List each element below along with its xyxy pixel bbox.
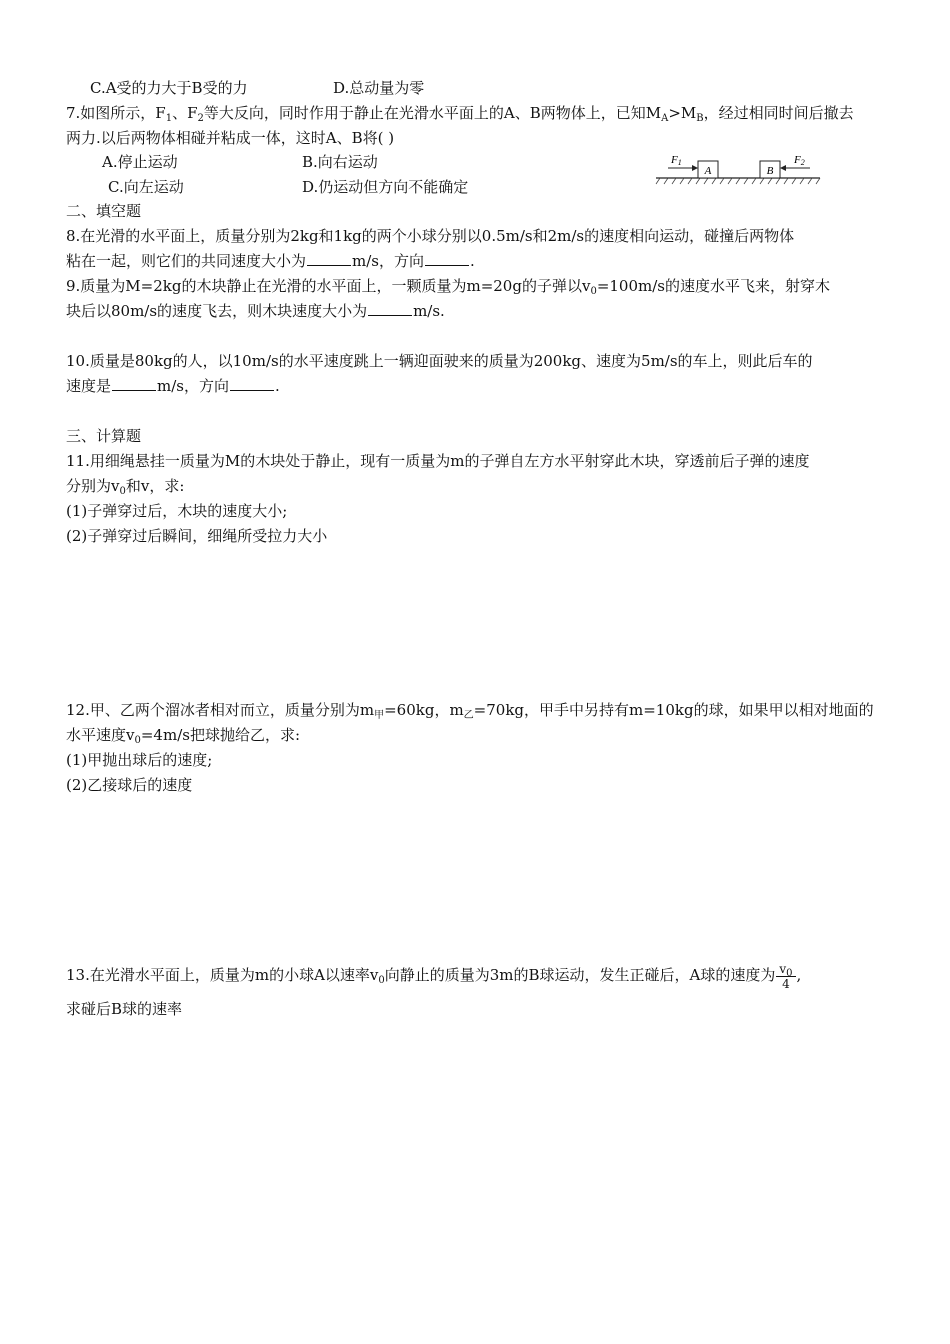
section-fill-in-title: 二、填空题 — [66, 202, 142, 220]
q11-text: 分别为v — [66, 477, 120, 495]
q7-option-d: D.仍运动但方向不能确定 — [302, 178, 469, 196]
q7-stem-part: 、F — [172, 104, 198, 122]
q9-blank-speed[interactable] — [368, 301, 412, 316]
q8-text: . — [470, 252, 475, 270]
q7-stem-part: >M — [668, 104, 697, 122]
q7-stem-part: ，经过相同时间后撤去 — [703, 104, 854, 122]
q12-part2: (2)乙接球后的速度 — [66, 776, 193, 794]
q9-text: m/s. — [413, 302, 445, 320]
q9-line1 — [66, 276, 830, 296]
q10-text: . — [275, 377, 280, 395]
q10-blank-speed[interactable] — [112, 376, 156, 391]
block-a-label: A — [704, 165, 712, 177]
q12-text: =60kg，m — [384, 701, 464, 719]
q8-line1: 8.在光滑的水平面上，质量分别为2kg和1kg的两个小球分别以0.5m/s和2m/s的速度相向运动，碰撞后两物体 — [66, 227, 795, 245]
subscript: 0 — [378, 975, 385, 986]
q12-line2 — [66, 725, 300, 745]
q7-force-diagram — [654, 150, 824, 186]
q13-fraction-v0-over-4 — [776, 962, 795, 991]
q10-line1: 10.质量是80kg的人，以10m/s的水平速度跳上一辆迎面驶来的质量为200kg、速度为5m/s的车上，则此后车的 — [66, 352, 813, 370]
q7-stem-line2: 两力.以后两物体相碰并粘成一体，这时A、B将( ) — [66, 129, 395, 147]
q6-option-d: D.总动量为零 — [333, 79, 425, 97]
q6-option-c: C.A受的力大于B受的力 — [90, 79, 248, 97]
subscript: 2 — [197, 113, 204, 124]
subscript: 1 — [165, 113, 173, 124]
q7-option-c: C.向左运动 — [108, 178, 184, 196]
q10-text: m/s，方向 — [157, 377, 229, 395]
q9-line2 — [66, 301, 445, 321]
subscript: 0 — [119, 486, 126, 497]
q8-blank-speed[interactable] — [307, 251, 351, 266]
q12-line1 — [66, 700, 874, 720]
q9-text: 块后以80m/s的速度飞去，则木块速度大小为 — [66, 302, 368, 320]
subscript: B — [696, 113, 704, 124]
q12-text: =70kg，甲手中另持有m=10kg的球，如果甲以相对地面的 — [473, 701, 874, 719]
ground-surface — [656, 178, 820, 184]
fraction-denominator: 4 — [782, 976, 790, 991]
subscript: 0 — [590, 286, 597, 297]
force-f1-label: F1 — [671, 154, 682, 167]
q8-blank-direction[interactable] — [425, 251, 469, 266]
q11-part1: (1)子弹穿过后，木块的速度大小; — [66, 502, 288, 520]
q11-line1: 11.用细绳悬挂一质量为M的木块处于静止，现有一质量为m的子弹自左方水平射穿此木块，穿透前后子弹的速度 — [66, 452, 810, 470]
subscript: 乙 — [463, 710, 474, 721]
force-f2-label: F2 — [794, 154, 805, 167]
q12-text: =4m/s把球抛给乙，求: — [140, 726, 301, 744]
q13-text: 13.在光滑水平面上，质量为m的小球A以速率v — [66, 966, 379, 984]
q11-text: 和v，求: — [125, 477, 185, 495]
q10-line2 — [66, 376, 280, 396]
subscript: 甲 — [374, 710, 385, 721]
q13-line2: 求碰后B球的速率 — [66, 1000, 183, 1018]
q10-blank-direction[interactable] — [230, 376, 274, 391]
q12-text: 水平速度v — [66, 726, 135, 744]
subscript: A — [661, 113, 669, 124]
q9-text: =100m/s的速度水平飞来，射穿木 — [596, 277, 830, 295]
fraction-numerator: $v_0$ — [776, 962, 795, 977]
q13-line1 — [66, 958, 801, 992]
q7-stem-line1 — [66, 103, 854, 123]
q12-text: 12.甲、乙两个溜冰者相对而立，质量分别为m — [66, 701, 375, 719]
q13-text: , — [796, 966, 802, 984]
q13-text: 向静止的质量为3m的B球运动，发生正碰后，A球的速度为 — [384, 966, 776, 984]
q11-part2: (2)子弹穿过后瞬间，细绳所受拉力大小 — [66, 527, 328, 545]
q8-line2 — [66, 251, 475, 271]
block-b-label: B — [766, 165, 774, 177]
q12-part1: (1)甲抛出球后的速度; — [66, 751, 213, 769]
subscript: 0 — [134, 735, 141, 746]
q10-text: 速度是 — [66, 377, 112, 395]
q11-line2 — [66, 476, 184, 496]
q7-option-a: A.停止运动 — [102, 153, 178, 171]
section-calculation-title: 三、计算题 — [66, 427, 142, 445]
q7-stem-part: 等大反向，同时作用于静止在光滑水平面上的A、B两物体上，已知M — [203, 104, 662, 122]
q7-stem-part: 7.如图所示，F — [66, 104, 166, 122]
q8-text: 粘在一起，则它们的共同速度大小为 — [66, 252, 307, 270]
q9-text: 9.质量为M=2kg的木块静止在光滑的水平面上，一颗质量为m=20g的子弹以v — [66, 277, 591, 295]
q8-text: m/s，方向 — [352, 252, 424, 270]
q7-option-b: B.向右运动 — [302, 153, 378, 171]
